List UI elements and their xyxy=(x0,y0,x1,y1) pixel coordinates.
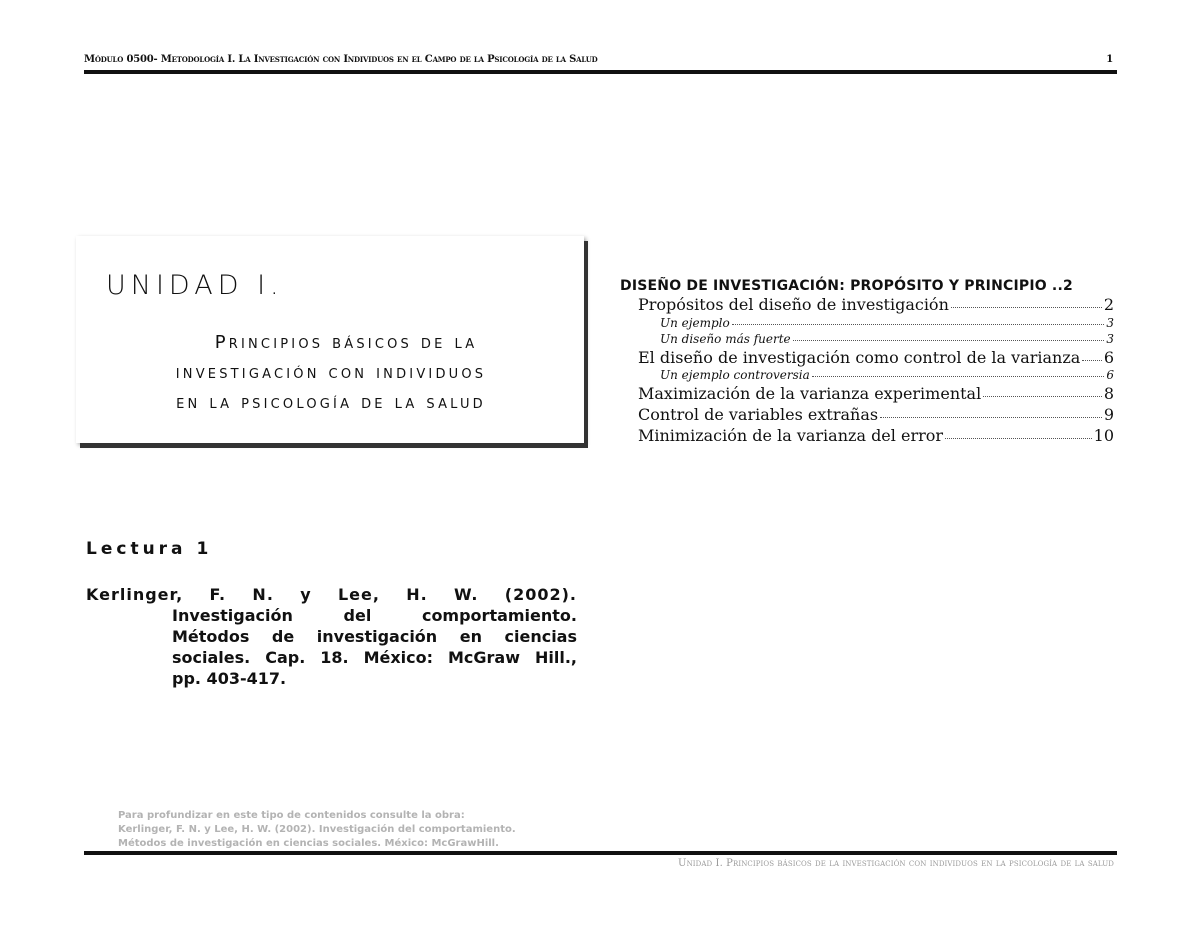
toc-entry-title: Propósitos del diseño de investigación xyxy=(638,295,949,314)
footnote-line: Métodos de investigación en ciencias sociales. México: McGrawHill. xyxy=(118,838,499,849)
toc-leader-dots xyxy=(812,366,1105,378)
toc-heading-page: 2 xyxy=(1062,278,1073,294)
toc-entry[interactable] xyxy=(620,425,1114,446)
reading-reference xyxy=(86,584,577,689)
unit-subtitle-line: en la psicología de la salud xyxy=(176,392,486,413)
toc-entry-title: Maximización de la varianza experimental xyxy=(638,384,982,404)
toc-entry-page: 6 xyxy=(1106,368,1114,383)
toc-entry-title: Minimización de la varianza del error xyxy=(638,426,944,446)
toc-entry-page: 3 xyxy=(1106,331,1114,346)
reference-line: Métodos de investigación en ciencias xyxy=(172,627,577,646)
header-rule xyxy=(84,70,1117,74)
toc-entry-page: 9 xyxy=(1103,405,1114,425)
toc-entry-title: Control de variables extrañas xyxy=(638,405,879,425)
toc-leader-dots xyxy=(732,313,1105,325)
toc-entry[interactable] xyxy=(620,331,1114,347)
reference-line: sociales. Cap. 18. México: McGraw Hill., xyxy=(172,648,577,667)
toc-entry-page: 6 xyxy=(1103,347,1114,367)
toc-heading: DISEÑO DE INVESTIGACIÓN: PROPÓSITO Y PRINCIPIO .. xyxy=(620,278,1063,294)
unit-title: UNIDAD I. xyxy=(106,270,284,301)
header-title: Módulo 0500- Metodología I. La Investigación con Individuos en el Campo de la Psicología de la Salud xyxy=(84,54,598,65)
unit-subtitle xyxy=(96,328,566,418)
toc-entry[interactable] xyxy=(620,383,1114,404)
toc-entry[interactable] xyxy=(620,347,1114,368)
table-of-contents xyxy=(620,278,1114,446)
toc-entry-page: 3 xyxy=(1106,315,1114,330)
toc-leader-dots xyxy=(945,424,1092,439)
toc-leader-dots xyxy=(951,293,1102,308)
toc-entry-title: Un ejemplo xyxy=(660,315,730,330)
reference-authors: Kerlinger, F. N. y Lee, H. W. (2002). xyxy=(86,585,577,604)
toc-entry-title: El diseño de investigación como control de la varianza xyxy=(638,347,1081,367)
toc-entry-page: 2 xyxy=(1103,295,1114,314)
footnote-line: Kerlinger, F. N. y Lee, H. W. (2002). Investigación del comportamiento. xyxy=(118,824,516,835)
toc-leader-dots xyxy=(1082,345,1102,360)
toc-entry[interactable] xyxy=(620,294,1114,315)
unit-subtitle-line: Principios básicos de la xyxy=(214,332,478,353)
toc-entry[interactable] xyxy=(620,404,1114,425)
toc-leader-dots xyxy=(983,382,1102,397)
toc-entry-page: 10 xyxy=(1093,426,1114,446)
reference-line: Investigación del comportamiento. xyxy=(172,606,577,625)
toc-entry-title: Un ejemplo controversia xyxy=(660,368,810,383)
unit-title-box xyxy=(76,236,584,443)
toc-leader-dots xyxy=(880,403,1102,418)
reading-label: Lectura 1 xyxy=(86,539,213,559)
footnote-line: Para profundizar en este tipo de contenidos consulte la obra: xyxy=(118,810,465,821)
toc-heading-row[interactable] xyxy=(620,278,1114,294)
running-header xyxy=(84,54,1117,68)
footnote xyxy=(118,809,516,851)
footer-rule xyxy=(84,851,1117,855)
reference-line: pp. 403-417. xyxy=(172,669,287,688)
toc-entry-title: Un diseño más fuerte xyxy=(660,331,791,346)
toc-entry-page: 8 xyxy=(1103,384,1114,404)
toc-entries xyxy=(620,294,1114,446)
reference-details xyxy=(86,605,577,689)
unit-subtitle-line: investigación con individuos xyxy=(175,362,487,383)
toc-leader-dots xyxy=(793,329,1105,341)
running-footer: Unidad I. Principios básicos de la investigación con individuos en la psicología de la salud xyxy=(678,858,1114,869)
page-number: 1 xyxy=(1106,54,1113,65)
